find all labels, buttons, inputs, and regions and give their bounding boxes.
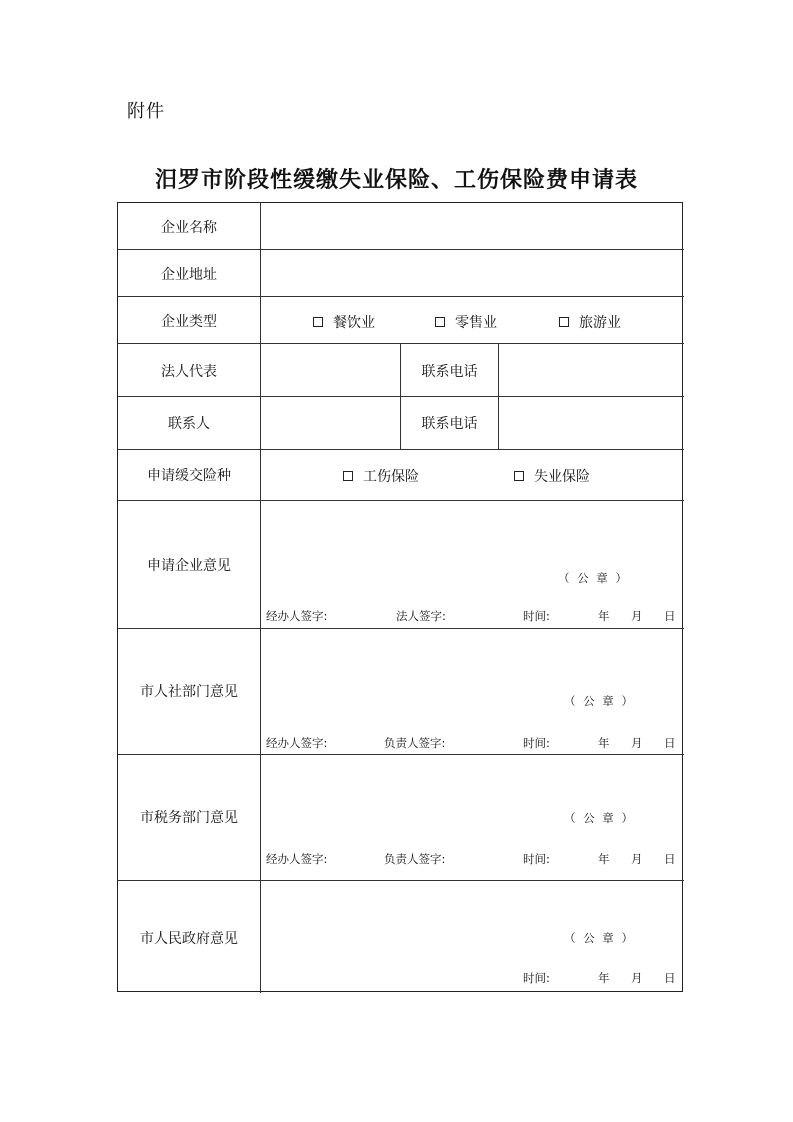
option-label: 工伤保险 bbox=[363, 469, 419, 485]
time-label: 时间: bbox=[523, 736, 550, 750]
option-label: 失业保险 bbox=[534, 469, 590, 485]
contact-person-field[interactable] bbox=[262, 398, 398, 447]
gov-opinion-label: 市人民政府意见 bbox=[140, 931, 238, 947]
row-divider bbox=[118, 880, 684, 881]
company-opinion-label: 申请企业意见 bbox=[147, 558, 231, 574]
contact-phone-field[interactable] bbox=[500, 398, 682, 447]
day-label: 日 bbox=[664, 971, 676, 985]
checkbox-icon bbox=[313, 317, 323, 327]
legal-rep-label: 法人代表 bbox=[161, 364, 217, 380]
official-seal: （ 公 章 ） bbox=[558, 571, 629, 585]
contact-phone-label: 联系电话 bbox=[421, 364, 478, 380]
month-label: 月 bbox=[631, 736, 643, 750]
tax-opinion-label: 市税务部门意见 bbox=[140, 810, 238, 826]
month-label: 月 bbox=[631, 852, 643, 866]
legal-rep-phone-field[interactable] bbox=[500, 345, 682, 394]
time-label: 时间: bbox=[523, 852, 550, 866]
day-label: 日 bbox=[664, 609, 676, 623]
hr-opinion-label: 市人社部门意见 bbox=[140, 684, 238, 700]
responsible-signature[interactable]: 负责人签字: bbox=[384, 736, 446, 750]
row-divider bbox=[118, 343, 684, 344]
responsible-signature[interactable]: 负责人签字: bbox=[384, 852, 446, 866]
company-type-label: 企业类型 bbox=[161, 314, 217, 330]
phone-label-divider-right bbox=[498, 343, 499, 449]
row-divider bbox=[118, 396, 684, 397]
month-label: 月 bbox=[631, 609, 643, 623]
application-form bbox=[117, 202, 683, 992]
time-label: 时间: bbox=[523, 971, 550, 985]
option-label: 旅游业 bbox=[579, 315, 621, 331]
insurance-type-label: 申请缓交险种 bbox=[147, 468, 231, 484]
checkbox-icon bbox=[343, 471, 353, 481]
form-title: 汨罗市阶段性缓缴失业保险、工伤保险费申请表 bbox=[154, 167, 638, 193]
handler-signature[interactable]: 经办人签字: bbox=[266, 609, 328, 623]
company-address-label: 企业地址 bbox=[161, 267, 217, 283]
contact-person-label: 联系人 bbox=[168, 416, 210, 432]
checkbox-icon bbox=[514, 471, 524, 481]
legal-signature[interactable]: 法人签字: bbox=[396, 609, 446, 623]
option-label: 餐饮业 bbox=[333, 315, 375, 331]
row-divider bbox=[118, 628, 684, 629]
official-seal: （ 公 章 ） bbox=[564, 931, 635, 945]
attachment-label: 附件 bbox=[127, 101, 165, 122]
option-label: 零售业 bbox=[455, 315, 497, 331]
handler-signature[interactable]: 经办人签字: bbox=[266, 852, 328, 866]
year-label: 年 bbox=[598, 736, 610, 750]
option-injury-insurance[interactable] bbox=[343, 466, 419, 486]
row-divider bbox=[118, 449, 684, 450]
checkbox-icon bbox=[559, 317, 569, 327]
company-address-field[interactable] bbox=[262, 252, 682, 294]
official-seal: （ 公 章 ） bbox=[564, 694, 635, 708]
time-label: 时间: bbox=[523, 609, 550, 623]
day-label: 日 bbox=[664, 736, 676, 750]
row-divider bbox=[118, 249, 684, 250]
label-column-divider bbox=[260, 203, 261, 993]
official-seal: （ 公 章 ） bbox=[564, 811, 635, 825]
option-catering[interactable] bbox=[313, 312, 375, 332]
year-label: 年 bbox=[598, 609, 610, 623]
company-name-label: 企业名称 bbox=[161, 220, 217, 236]
day-label: 日 bbox=[664, 852, 676, 866]
handler-signature[interactable]: 经办人签字: bbox=[266, 736, 328, 750]
year-label: 年 bbox=[598, 852, 610, 866]
row-divider bbox=[118, 500, 684, 501]
option-tourism[interactable] bbox=[559, 312, 621, 332]
contact-phone-label: 联系电话 bbox=[421, 416, 478, 432]
company-name-field[interactable] bbox=[262, 205, 682, 247]
row-divider bbox=[118, 296, 684, 297]
option-unemployment-insurance[interactable] bbox=[514, 466, 590, 486]
year-label: 年 bbox=[598, 971, 610, 985]
phone-label-divider-left bbox=[400, 343, 401, 449]
row-divider bbox=[118, 754, 684, 755]
legal-rep-field[interactable] bbox=[262, 345, 398, 394]
checkbox-icon bbox=[435, 317, 445, 327]
option-retail[interactable] bbox=[435, 312, 497, 332]
month-label: 月 bbox=[631, 971, 643, 985]
